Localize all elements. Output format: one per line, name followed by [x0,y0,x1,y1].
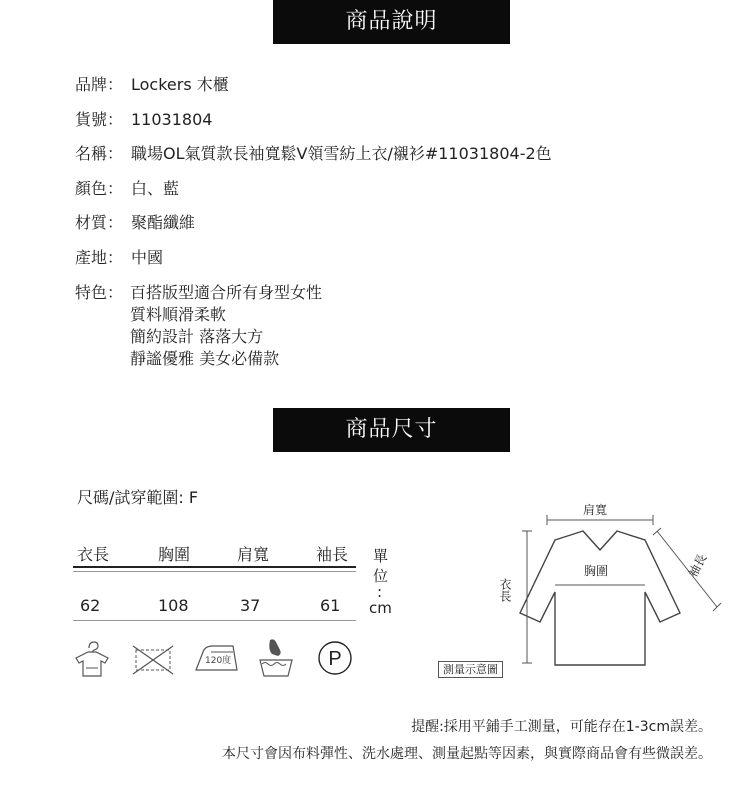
features-label: 特色： [75,283,124,302]
unit-char: : [377,583,383,601]
value-sleeve: 61 [320,596,341,615]
name-row [75,143,552,165]
no-hang-dry-icon [74,638,110,678]
brand-label: 品牌： [75,75,124,94]
feature-item: 質料順滑柔軟 [130,305,227,324]
no-tumble-dry-icon [130,642,176,678]
shirt-outline [520,531,680,665]
feature-item: 百搭版型適合所有身型女性 [130,283,323,302]
brand-value: Lockers 木櫃 [131,75,229,94]
table-sub-rule [73,571,356,572]
origin-value: 中國 [131,248,164,267]
origin-row [75,247,163,269]
hand-wash-icon [256,636,296,678]
feature-item: 靜謐優雅 美女必備款 [130,349,280,368]
name-value: 職場OL氣質款長袖寬鬆V領雪紡上衣/襯衫#11031804-2色 [131,144,552,163]
color-label: 顏色： [75,179,124,198]
header-sleeve: 袖長 [316,545,349,564]
material-value: 聚酯纖維 [131,213,196,232]
unit-value: cm [369,599,392,617]
note-line-1: 提醒:採用平鋪手工測量，可能存在1-3cm誤差。 [411,719,712,735]
header-length: 衣長 [77,545,110,564]
value-chest: 108 [158,596,189,615]
value-length: 62 [80,596,101,615]
description-banner: 商品說明 [273,0,510,44]
garment-diagram [505,495,737,680]
size-banner: 商品尺寸 [273,408,510,452]
diagram-shoulder-label: 肩寬 [583,503,608,517]
diagram-caption: 測量示意圖 [438,661,503,678]
features-row [75,282,131,304]
color-row [75,178,179,200]
professional-dry-clean-icon [317,640,353,676]
origin-label: 產地： [75,248,124,267]
svg-text:P: P [328,648,342,670]
size-range: 尺碼/試穿範圍: F [77,488,199,507]
diagram-chest-label: 胸圍 [584,564,609,578]
color-value: 白、藍 [131,179,180,198]
diagram-length-label: 衣長 [498,578,512,602]
brand-row [75,74,229,96]
sku-row [75,109,212,131]
value-shoulder: 37 [240,596,261,615]
header-chest: 胸圍 [158,545,191,564]
table-top-rule [73,566,356,568]
unit-char: 位 [373,567,389,585]
material-label: 材質： [75,213,124,232]
table-bottom-rule [73,620,356,621]
unit-char: 單 [373,547,389,565]
header-shoulder: 肩寬 [237,545,270,564]
diagram-sleeve-label: 袖長 [685,551,710,580]
note-line-2: 本尺寸會因布料彈性、洗水處理、測量起點等因素，與實際商品會有些微誤差。 [222,746,712,762]
sku-value: 11031804 [131,110,213,129]
iron-temp: 120度 [205,656,232,666]
material-row [75,212,195,234]
feature-item: 簡約設計 落落大方 [130,327,264,346]
name-label: 名稱： [75,144,124,163]
sku-label: 貨號： [75,110,124,129]
features-list [130,282,322,370]
